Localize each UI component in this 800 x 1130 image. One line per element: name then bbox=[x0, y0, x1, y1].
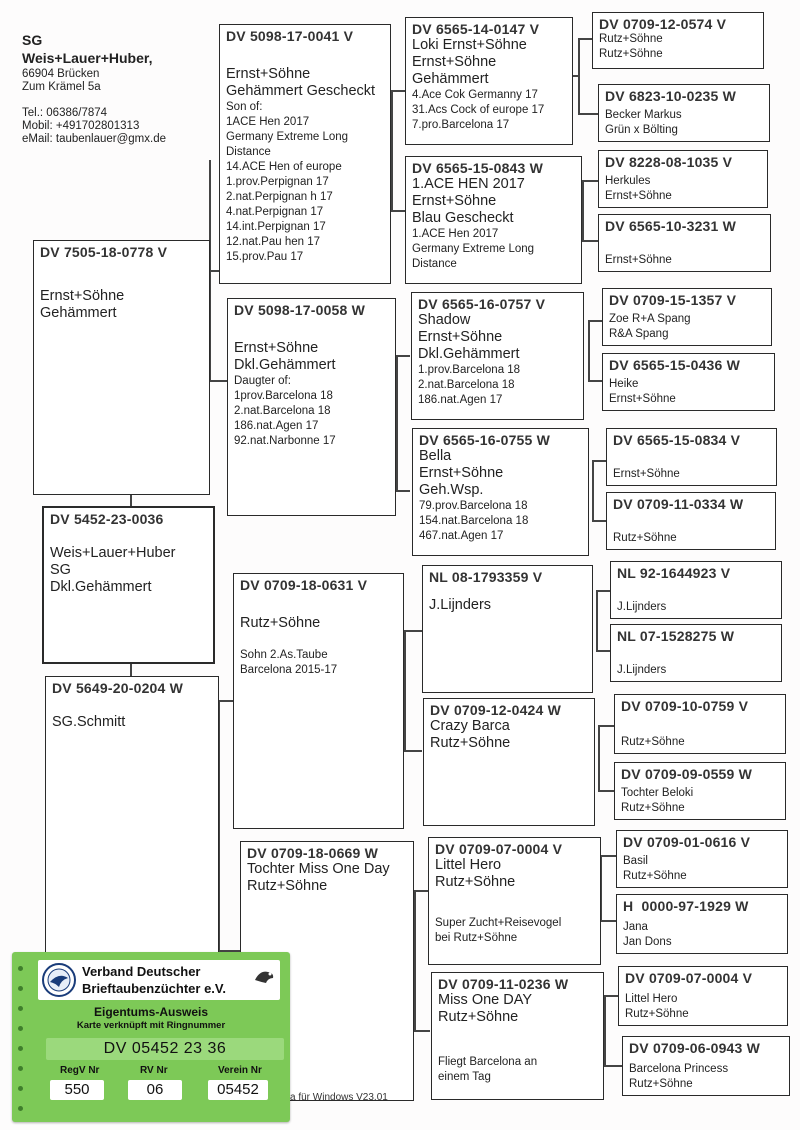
sd-note: 1prov.Barcelona 18 bbox=[234, 390, 333, 402]
g5-ring-number: NL 08-1793359 V bbox=[429, 569, 543, 585]
g2-ring-number: DV 6565-15-0843 W bbox=[412, 160, 544, 176]
connector-line bbox=[588, 380, 602, 382]
g3-box-6 bbox=[423, 698, 595, 826]
gg10-line: J.Lijnders bbox=[617, 664, 667, 676]
gg8-ring-number: DV 0709-11-0334 W bbox=[613, 496, 744, 512]
vdt-logo-icon bbox=[41, 962, 77, 998]
subject-ring-number: DV 5452-23-0036 bbox=[50, 511, 164, 527]
gg1-ring-number: DV 0709-12-0574 V bbox=[599, 16, 727, 32]
card-verein-label: Verein Nr bbox=[218, 1065, 262, 1076]
connector-line bbox=[588, 320, 590, 380]
g6-ring-number: DV 0709-12-0424 W bbox=[430, 702, 562, 718]
card-verein-value: 05452 bbox=[217, 1081, 259, 1098]
ss-color: Gehämmert Gescheckt bbox=[226, 83, 376, 99]
ss-note: 4.nat.Perpignan 17 bbox=[226, 206, 324, 218]
g2-breeder: Ernst+Söhne bbox=[412, 193, 497, 209]
owner-sg: SG bbox=[22, 32, 43, 48]
ss-note: 2.nat.Perpignan h 17 bbox=[226, 191, 333, 203]
ss-note: Son of: bbox=[226, 101, 263, 113]
card-subtitle: Karte verknüpft mit Ringnummer bbox=[76, 1020, 226, 1031]
sd-note: 186.nat.Agen 17 bbox=[234, 420, 319, 432]
g3-box-1 bbox=[405, 17, 573, 145]
connector-line bbox=[582, 180, 598, 182]
gg13-line: Basil bbox=[623, 855, 648, 867]
ds-note: Barcelona 2015-17 bbox=[240, 664, 338, 676]
sd-note: 2.nat.Barcelona 18 bbox=[234, 405, 331, 417]
gg7-line: Ernst+Söhne bbox=[613, 468, 680, 480]
g7-breeder: Rutz+Söhne bbox=[435, 874, 516, 890]
gg10-ring-number: NL 07-1528275 W bbox=[617, 628, 735, 644]
gg14-line: Jana bbox=[623, 921, 648, 933]
g7-ring-number: DV 0709-07-0004 V bbox=[435, 841, 563, 857]
g3-color: Dkl.Gehämmert bbox=[418, 346, 520, 362]
dd-name: Tochter Miss One Day bbox=[247, 861, 390, 877]
connector-line bbox=[404, 750, 422, 752]
gg15-line: Littel Hero bbox=[625, 993, 678, 1005]
connector-line bbox=[573, 75, 578, 77]
gg2-line: Becker Markus bbox=[605, 109, 682, 121]
g2-note: 1.ACE Hen 2017 bbox=[412, 228, 499, 240]
connector-line bbox=[596, 590, 598, 650]
g1-note: 4.Ace Cok Germanny 17 bbox=[412, 89, 538, 101]
dam-breeder: SG.Schmitt bbox=[52, 714, 126, 730]
g3-box-7 bbox=[428, 837, 601, 965]
connector-line bbox=[404, 630, 406, 750]
ss-note: 15.prov.Pau 17 bbox=[226, 251, 304, 263]
connector-line bbox=[600, 855, 616, 857]
gg14-line: Jan Dons bbox=[623, 936, 672, 948]
connector-line bbox=[391, 210, 405, 212]
connector-line bbox=[592, 520, 606, 522]
ss-ring-number: DV 5098-17-0041 V bbox=[226, 28, 354, 44]
ss-note: 14.ACE Hen of europe bbox=[226, 161, 342, 173]
gg16-line: Barcelona Princess bbox=[629, 1063, 729, 1075]
g1-color: Gehämmert bbox=[412, 71, 489, 87]
gg-box-11 bbox=[614, 694, 786, 754]
connector-line bbox=[582, 180, 584, 240]
connector-line bbox=[604, 995, 618, 997]
g4-note: 79.prov.Barcelona 18 bbox=[419, 500, 528, 512]
connector-line bbox=[130, 664, 132, 676]
gg16-ring-number: DV 0709-06-0943 W bbox=[629, 1040, 761, 1056]
perforation-dot bbox=[18, 1106, 23, 1111]
gg4-ring-number: DV 6565-10-3231 W bbox=[605, 218, 737, 234]
perforation-dot bbox=[18, 1046, 23, 1051]
gg2-line: Grün x Bölting bbox=[605, 124, 678, 136]
connector-line bbox=[582, 240, 598, 242]
subject-color: Dkl.Gehämmert bbox=[50, 579, 152, 595]
g3-box-3 bbox=[411, 292, 584, 420]
ss-breeder: Ernst+Söhne bbox=[226, 66, 311, 82]
card-ring-text: DV 05452 23 36 bbox=[103, 1040, 227, 1057]
gg-box-1 bbox=[592, 12, 764, 69]
gg-box-10 bbox=[610, 624, 782, 682]
gg-box-3 bbox=[598, 150, 768, 208]
gg-box-15 bbox=[618, 966, 788, 1026]
gg7-ring-number: DV 6565-15-0834 V bbox=[613, 432, 741, 448]
connector-line bbox=[604, 995, 606, 1065]
owner-tel: Tel.: 06386/7874 bbox=[22, 107, 108, 119]
g8-ring-number: DV 0709-11-0236 W bbox=[438, 976, 569, 992]
perforation-dot bbox=[18, 966, 23, 971]
connector-line bbox=[578, 113, 598, 115]
g4-note: 467.nat.Agen 17 bbox=[419, 530, 504, 542]
ds-breeder: Rutz+Söhne bbox=[240, 615, 321, 631]
connector-line bbox=[592, 460, 594, 520]
sd-ring-number: DV 5098-17-0058 W bbox=[234, 302, 366, 318]
g4-breeder: Ernst+Söhne bbox=[419, 465, 504, 481]
g2-name: 1.ACE HEN 2017 bbox=[412, 176, 525, 192]
connector-line bbox=[396, 490, 410, 492]
g8-note: Fliegt Barcelona an bbox=[438, 1056, 538, 1068]
connector-line bbox=[598, 725, 614, 727]
connector-line bbox=[414, 890, 416, 1030]
gg3-ring-number: DV 8228-08-1035 V bbox=[605, 154, 733, 170]
ds-ring-number: DV 0709-18-0631 V bbox=[240, 577, 368, 593]
gg12-line: Tochter Beloki bbox=[621, 787, 694, 799]
connector-line bbox=[596, 650, 610, 652]
ds-note: Sohn 2.As.Taube bbox=[240, 649, 328, 661]
g3-note: 1.prov.Barcelona 18 bbox=[418, 364, 521, 376]
ownership-card bbox=[12, 952, 290, 1122]
g2-color: Blau Gescheckt bbox=[412, 210, 514, 226]
g3-ring-number: DV 6565-16-0757 V bbox=[418, 296, 546, 312]
card-rv-field bbox=[128, 1080, 182, 1100]
owner-mobile: Mobil: +491702801313 bbox=[22, 120, 140, 132]
pigeon-emblem-icon bbox=[252, 966, 276, 988]
sd-breeder: Ernst+Söhne bbox=[234, 340, 319, 356]
g3-note: 2.nat.Barcelona 18 bbox=[418, 379, 515, 391]
g3-note: 186.nat.Agen 17 bbox=[418, 394, 503, 406]
connector-line bbox=[414, 890, 428, 892]
gg-box-9 bbox=[610, 561, 782, 619]
subject-sg: SG bbox=[50, 562, 71, 578]
sire-ring-number: DV 7505-18-0778 V bbox=[40, 244, 168, 260]
g3-box-5 bbox=[422, 565, 593, 693]
card-org-line-2: Brieftaubenzüchter e.V. bbox=[82, 981, 227, 996]
perforation-dot bbox=[18, 986, 23, 991]
connector-line bbox=[578, 38, 580, 113]
connector-line bbox=[598, 790, 614, 792]
connector-line bbox=[588, 320, 602, 322]
gg3-line: Ernst+Söhne bbox=[605, 190, 672, 202]
gg-box-7 bbox=[606, 428, 777, 486]
owner-name: Weis+Lauer+Huber, bbox=[22, 50, 153, 66]
g3-box-2 bbox=[405, 156, 582, 284]
gg11-line: Rutz+Söhne bbox=[621, 736, 685, 748]
g7-name: Littel Hero bbox=[435, 857, 502, 873]
sire-sire-box bbox=[219, 24, 391, 284]
gg12-ring-number: DV 0709-09-0559 W bbox=[621, 766, 753, 782]
dd-ring-number: DV 0709-18-0669 W bbox=[247, 845, 379, 861]
gg6-line: Heike bbox=[609, 378, 639, 390]
perforation-dot bbox=[18, 1086, 23, 1091]
connector-line bbox=[396, 355, 410, 357]
footer-software-note: a für Windows V23.01 bbox=[290, 1092, 388, 1103]
ss-note: Germany Extreme Long bbox=[226, 131, 349, 143]
connector-line bbox=[209, 380, 227, 382]
connector-line bbox=[209, 270, 219, 272]
gg9-ring-number: NL 92-1644923 V bbox=[617, 565, 731, 581]
gg13-line: Rutz+Söhne bbox=[623, 870, 687, 882]
g4-name: Bella bbox=[419, 448, 452, 464]
dam-box bbox=[45, 676, 219, 956]
owner-street: Zum Krämel 5a bbox=[22, 81, 101, 93]
ss-note: 12.nat.Pau hen 17 bbox=[226, 236, 320, 248]
connector-line bbox=[604, 1065, 622, 1067]
connector-line bbox=[404, 630, 422, 632]
g1-breeder: Ernst+Söhne bbox=[412, 54, 497, 70]
gg1-line: Rutz+Söhne bbox=[599, 48, 663, 60]
subject-breeder: Weis+Lauer+Huber bbox=[50, 545, 176, 561]
gg5-ring-number: DV 0709-15-1357 V bbox=[609, 292, 737, 308]
gg6-line: Ernst+Söhne bbox=[609, 393, 676, 405]
g3-box-8 bbox=[431, 972, 604, 1100]
dam-ring-number: DV 5649-20-0204 W bbox=[52, 680, 184, 696]
gg9-line: J.Lijnders bbox=[617, 601, 667, 613]
gg11-ring-number: DV 0709-10-0759 V bbox=[621, 698, 749, 714]
g1-name: Loki Ernst+Söhne bbox=[412, 37, 527, 53]
g3-breeder: Ernst+Söhne bbox=[418, 329, 503, 345]
g4-color: Geh.Wsp. bbox=[419, 482, 484, 498]
g4-ring-number: DV 6565-16-0755 W bbox=[419, 432, 551, 448]
gg-box-6 bbox=[602, 353, 775, 411]
gg8-line: Rutz+Söhne bbox=[613, 532, 677, 544]
sd-note: 92.nat.Narbonne 17 bbox=[234, 435, 336, 447]
gg1-line: Rutz+Söhne bbox=[599, 33, 663, 45]
ss-note: 14.int.Perpignan 17 bbox=[226, 221, 326, 233]
gg3-line: Herkules bbox=[605, 175, 651, 187]
gg-box-12 bbox=[614, 762, 786, 820]
sd-color: Dkl.Gehämmert bbox=[234, 357, 336, 373]
g8-breeder: Rutz+Söhne bbox=[438, 1009, 519, 1025]
g4-note: 154.nat.Barcelona 18 bbox=[419, 515, 529, 527]
gg12-line: Rutz+Söhne bbox=[621, 802, 685, 814]
gg15-ring-number: DV 0709-07-0004 V bbox=[625, 970, 753, 986]
owner-city: 66904 Brücken bbox=[22, 68, 100, 80]
gg5-line: Zoe R+A Spang bbox=[609, 313, 691, 325]
connector-line bbox=[218, 700, 234, 702]
owner-email: eMail: taubenlauer@gmx.de bbox=[22, 133, 167, 145]
gg-box-13 bbox=[616, 830, 788, 888]
connector-line bbox=[391, 90, 405, 92]
gg15-line: Rutz+Söhne bbox=[625, 1008, 689, 1020]
connector-line bbox=[414, 1030, 430, 1032]
sire-dam-box bbox=[227, 298, 396, 516]
gg-box-4 bbox=[598, 214, 771, 272]
card-ring-number bbox=[46, 1038, 284, 1060]
g1-ring-number: DV 6565-14-0147 V bbox=[412, 21, 540, 37]
gg16-line: Rutz+Söhne bbox=[629, 1078, 693, 1090]
g2-note: Distance bbox=[412, 258, 457, 270]
gg-box-5 bbox=[602, 288, 772, 346]
g7-note: bei Rutz+Söhne bbox=[435, 932, 518, 944]
card-verein-field bbox=[208, 1080, 268, 1100]
card-header bbox=[38, 960, 280, 1000]
g6-breeder: Rutz+Söhne bbox=[430, 735, 511, 751]
dd-breeder: Rutz+Söhne bbox=[247, 878, 328, 894]
connector-line bbox=[396, 355, 398, 490]
perforation-dot bbox=[18, 1066, 23, 1071]
connector-line bbox=[598, 725, 600, 790]
gg-box-14 bbox=[616, 894, 788, 954]
gg-box-8 bbox=[606, 492, 776, 550]
connector-line bbox=[130, 494, 132, 506]
g3-name: Shadow bbox=[418, 312, 471, 328]
sire-breeder: Ernst+Söhne bbox=[40, 288, 125, 304]
sire-color: Gehämmert bbox=[40, 305, 117, 321]
gg4-line: Ernst+Söhne bbox=[605, 254, 672, 266]
g2-note: Germany Extreme Long bbox=[412, 243, 535, 255]
ss-note: 1ACE Hen 2017 bbox=[226, 116, 310, 128]
connector-line bbox=[600, 920, 616, 922]
ss-note: Distance bbox=[226, 146, 271, 158]
gg6-ring-number: DV 6565-15-0436 W bbox=[609, 357, 741, 373]
card-rv-value: 06 bbox=[146, 1081, 164, 1098]
connector-line bbox=[391, 90, 393, 210]
gg-box-2 bbox=[598, 84, 770, 142]
g1-note: 7.pro.Barcelona 17 bbox=[412, 119, 510, 131]
g6-name: Crazy Barca bbox=[430, 718, 510, 734]
card-title: Eigentums-Ausweis bbox=[93, 1005, 209, 1019]
sire-box bbox=[33, 240, 210, 495]
g1-note: 31.Acs Cock of europe 17 bbox=[412, 104, 545, 116]
card-rv-label: RV Nr bbox=[140, 1065, 168, 1076]
gg5-line: R&A Spang bbox=[609, 328, 669, 340]
gg14-ring-number: H 0000-97-1929 W bbox=[623, 898, 749, 914]
card-regv-field bbox=[50, 1080, 104, 1100]
dam-sire-box bbox=[233, 573, 404, 829]
g8-note: einem Tag bbox=[438, 1071, 491, 1083]
g3-box-4 bbox=[412, 428, 589, 556]
card-org-line-1: Verband Deutscher bbox=[82, 964, 201, 979]
g8-name: Miss One DAY bbox=[438, 992, 533, 1008]
ss-note: 1.prov.Perpignan 17 bbox=[226, 176, 329, 188]
g5-breeder: J.Lijnders bbox=[429, 597, 492, 613]
card-regv-label: RegV Nr bbox=[60, 1065, 100, 1076]
owner-block bbox=[22, 32, 166, 145]
g7-note: Super Zucht+Reisevogel bbox=[435, 917, 562, 929]
gg-box-16 bbox=[622, 1036, 790, 1096]
sd-note: Daugter of: bbox=[234, 375, 291, 387]
connector-line bbox=[596, 590, 610, 592]
gg2-ring-number: DV 6823-10-0235 W bbox=[605, 88, 737, 104]
card-regv-value: 550 bbox=[64, 1081, 90, 1098]
subject-box bbox=[42, 506, 215, 664]
connector-line bbox=[578, 38, 592, 40]
gg13-ring-number: DV 0709-01-0616 V bbox=[623, 834, 751, 850]
connector-line bbox=[592, 460, 606, 462]
